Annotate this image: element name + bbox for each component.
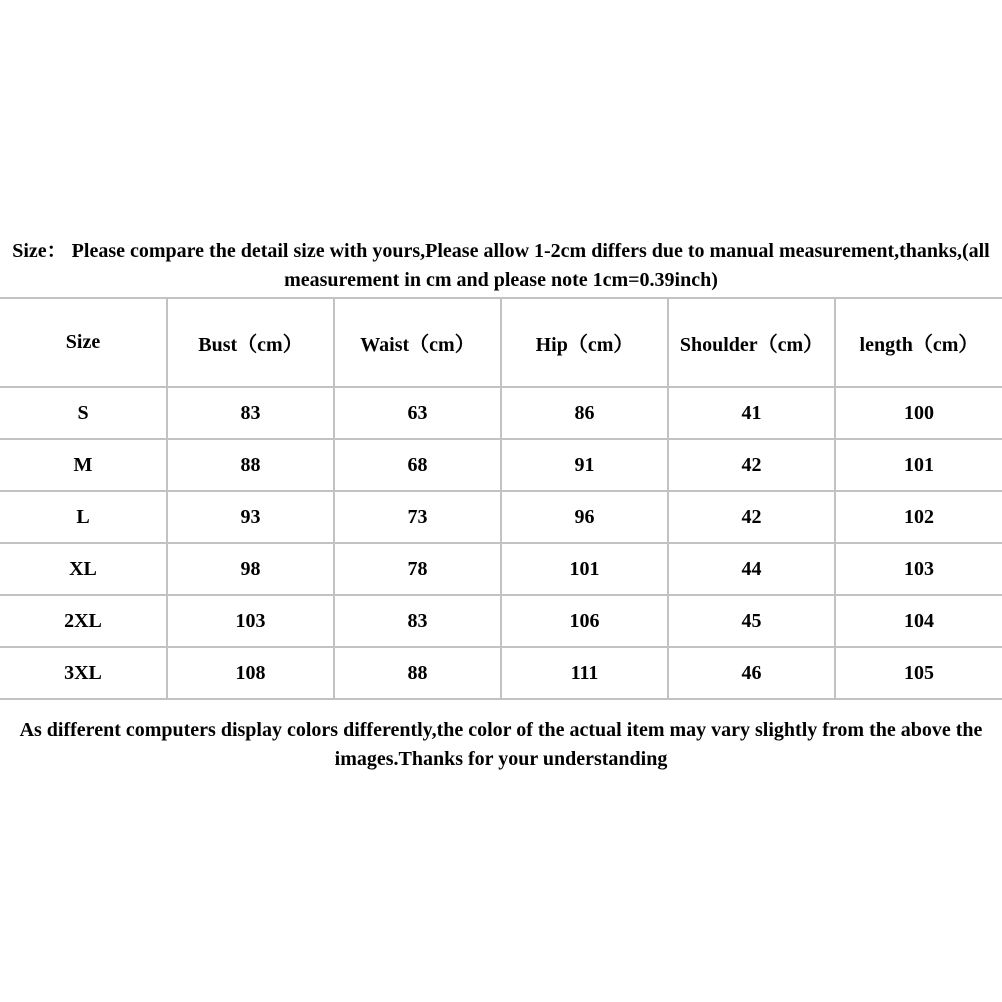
table-cell: 111 [501,647,668,699]
size-label: 2XL [0,595,167,647]
table-cell: 45 [668,595,835,647]
table-cell: 96 [501,491,668,543]
table-cell: 44 [668,543,835,595]
table-cell: 98 [167,543,334,595]
column-header-waist: Waist（cm） [334,298,501,387]
table-cell: 105 [835,647,1002,699]
table-cell: 106 [501,595,668,647]
table-cell: 101 [501,543,668,595]
table-cell: 108 [167,647,334,699]
table-cell: 73 [334,491,501,543]
table-cell: 42 [668,491,835,543]
table-cell: 83 [334,595,501,647]
table-row-l [0,491,1002,543]
table-cell: 103 [835,543,1002,595]
table-cell: 101 [835,439,1002,491]
color-disclaimer-note [0,716,1002,774]
measurement-note-line1: Size： Please compare the detail size with yours,Please allow 1-2cm differs due to manual measurement,thanks,(all [12,240,990,262]
table-cell: 41 [668,387,835,439]
table-cell: 68 [334,439,501,491]
table-cell: 103 [167,595,334,647]
table-cell: 83 [167,387,334,439]
table-row-s [0,387,1002,439]
measurement-note-line2: measurement in cm and please note 1cm=0.39inch) [284,269,718,291]
table-row-m [0,439,1002,491]
header-row [0,298,1002,387]
table-cell: 100 [835,387,1002,439]
table-cell: 93 [167,491,334,543]
table-cell: 88 [334,647,501,699]
column-header-size: Size [0,298,167,387]
size-label: L [0,491,167,543]
table-cell: 46 [668,647,835,699]
measurement-note [0,237,1002,295]
table-row-xl [0,543,1002,595]
column-header-hip: Hip（cm） [501,298,668,387]
column-header-length: length（cm） [835,298,1002,387]
table-cell: 78 [334,543,501,595]
table-cell: 88 [167,439,334,491]
size-chart-table [0,297,1002,700]
column-header-bust: Bust（cm） [167,298,334,387]
table-cell: 86 [501,387,668,439]
table-row-3xl [0,647,1002,699]
table-cell: 104 [835,595,1002,647]
size-label: S [0,387,167,439]
table-cell: 91 [501,439,668,491]
table-cell: 102 [835,491,1002,543]
size-label: XL [0,543,167,595]
column-header-shoulder: Shoulder（cm） [668,298,835,387]
color-disclaimer-line1: As different computers display colors differently,the color of the actual item may vary slightly from the above the [19,719,983,741]
table-cell: 63 [334,387,501,439]
size-label: M [0,439,167,491]
table-cell: 42 [668,439,835,491]
table-row-2xl [0,595,1002,647]
size-label: 3XL [0,647,167,699]
color-disclaimer-line2: images.Thanks for your understanding [334,748,668,770]
